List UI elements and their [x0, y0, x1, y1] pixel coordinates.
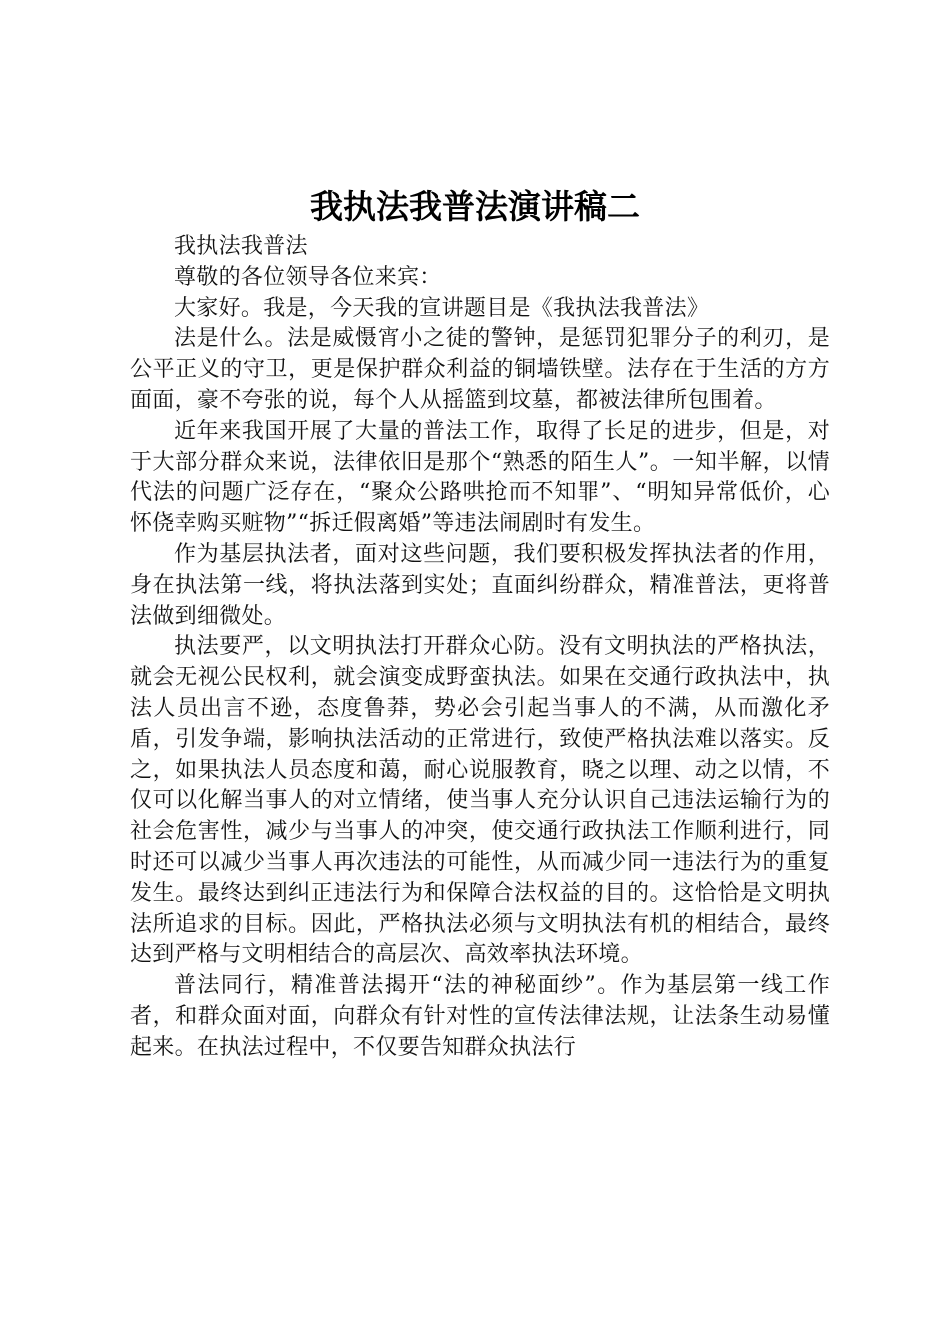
- paragraph: 法是什么。法是威慑宵小之徒的警钟，是惩罚犯罪分子的利刃，是公平正义的守卫，更是保护群众利益的铜墙铁壁。法存在于生活的方方面面，豪不夸张的说，每个人从摇篮到坟墓，都被法律所包围着。: [130, 326, 830, 413]
- paragraph-heading: 我执法我普法: [174, 234, 308, 259]
- document-body: [130, 232, 830, 1064]
- paragraph: 执法要严，以文明执法打开群众心防。没有文明执法的严格执法，就会无视公民权利，就会演变成野蛮执法。如果在交通行政执法中，执法人员出言不逊，态度鲁莽，势必会引起当事人的不满，从而激化矛盾，引发争端，影响执法活动的正常进行，致使严格执法难以落实。反之，如果执法人员态度和蔼，耐心说服教育，晓之以理、动之以情，不仅可以化解当事人的对立情绪，使当事人充分认识自己违法运输行为的社会危害性，减少与当事人的冲突，使交通行政执法工作顺利进行，同时还可以减少当事人再次违法的可能性，从而减少同一违法行为的重复发生。最终达到纠正违法行为和保障合法权益的目的。这恰恰是文明执法所追求的目标。因此，严格执法必须与文明执法有机的相结合，最终达到严格与文明相结合的高层次、高效率执法环境。: [130, 634, 830, 968]
- paragraph-intro: 大家好。我是，今天我的宣讲题目是《我执法我普法》: [174, 295, 710, 321]
- paragraph: 近年来我国开展了大量的普法工作，取得了长足的进步，但是，对于大部分群众来说，法律依旧是那个“熟悉的陌生人”。一知半解，以情代法的问题广泛存在，“聚众公路哄抢而不知罪”、“明知异常低价，心怀侥幸购买赃物”“拆迁假离婚”等违法闹剧时有发生。: [130, 418, 830, 537]
- paragraph: 普法同行，精准普法揭开“法的神秘面纱”。作为基层第一线工作者，和群众面对面，向群众有针对性的宣传法律法规，让法条生动易懂起来。在执法过程中，不仅要告知群众执法行: [130, 973, 830, 1060]
- paragraph-greeting: 尊敬的各位领导各位来宾：: [174, 264, 442, 290]
- paragraph: 作为基层执法者，面对这些问题，我们要积极发挥执法者的作用，身在执法第一线，将执法落到实处；直面纠纷群众，精准普法，更将普法做到细微处。: [130, 541, 830, 629]
- document-title: 我执法我普法演讲稿二: [310, 187, 640, 226]
